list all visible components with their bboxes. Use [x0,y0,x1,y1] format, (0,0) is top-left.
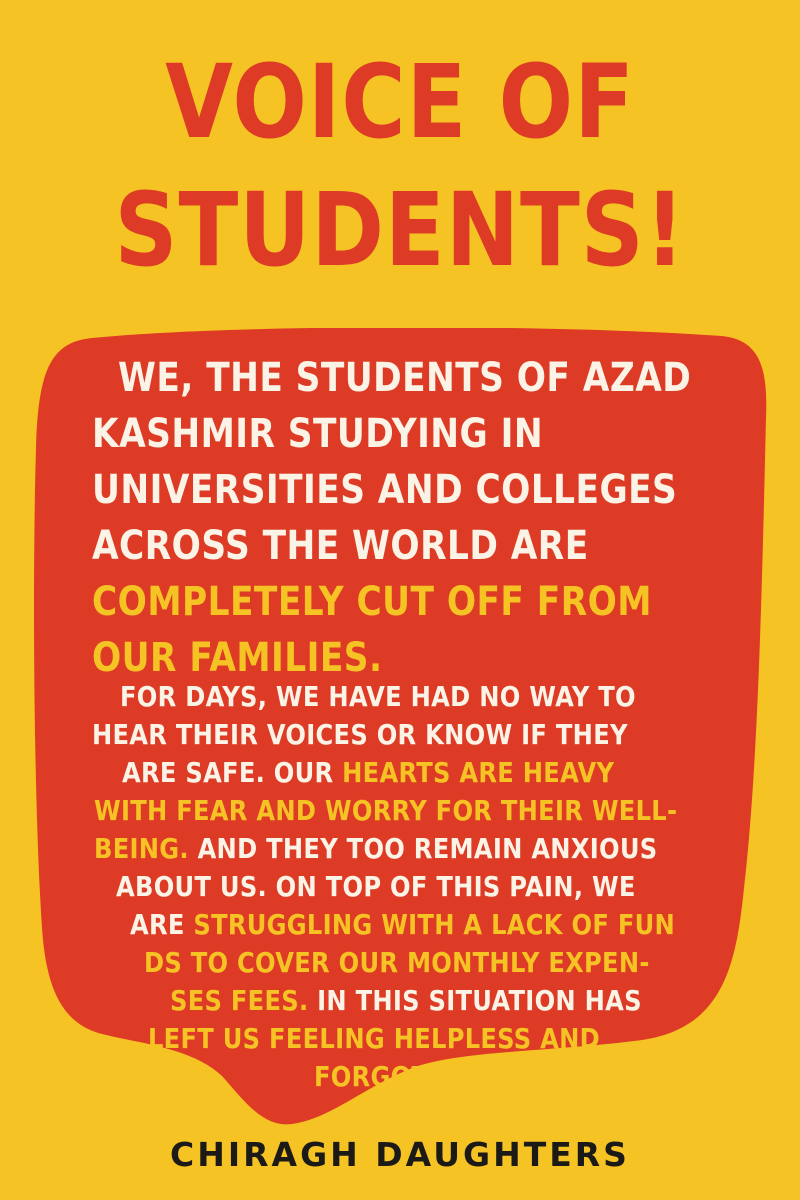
statement-highlight: STRUGGLING WITH A LACK OF FUN [193,909,676,941]
statement-highlight: BEING. [94,833,189,865]
statement-line: ACROSS THE WORLD ARE [92,523,589,569]
statement-line [94,830,657,868]
statement-highlight-line: OUR FAMILIES. [92,635,383,681]
statement-highlight-line: LEFT US FEELING HELPLESS AND [148,1023,601,1055]
headline-line-2: STUDENTS! [114,171,686,290]
statement-text: ARE SAFE. OUR [122,757,343,789]
statement-text: AND THEY TOO REMAIN ANXIOUS [188,833,658,865]
statement-highlight: SES FEES. [170,985,309,1017]
statement-highlight-line: COMPLETELY CUT OFF FROM [92,579,652,625]
statement-line: WE, THE STUDENTS OF AZAD [118,355,692,401]
statement-line [170,982,642,1020]
headline-line-1: VOICE OF [165,43,635,162]
statement-highlight-line: FORGOTTEN. [314,1061,493,1093]
statement-line: UNIVERSITIES AND COLLEGES [92,467,678,513]
statement-line [122,754,614,792]
statement-line: KASHMIR STUDYING IN [92,411,544,457]
statement-highlight-line: DS TO COVER OUR MONTHLY EXPEN- [144,947,650,979]
statement-highlight-line: WITH FEAR AND WORRY FOR THEIR WELL- [94,795,678,827]
statement-line: ABOUT US. ON TOP OF THIS PAIN, WE [116,871,636,903]
signature: CHIRAGH DAUGHTERS [170,1135,630,1174]
statement-highlight: HEARTS ARE HEAVY [342,757,615,789]
statement-text: ARE [130,909,194,941]
statement-text: IN THIS SITUATION HAS [308,985,642,1017]
statement-line [130,906,675,944]
statement-line: FOR DAYS, WE HAVE HAD NO WAY TO [120,681,636,713]
statement-line: HEAR THEIR VOICES OR KNOW IF THEY [92,719,628,751]
